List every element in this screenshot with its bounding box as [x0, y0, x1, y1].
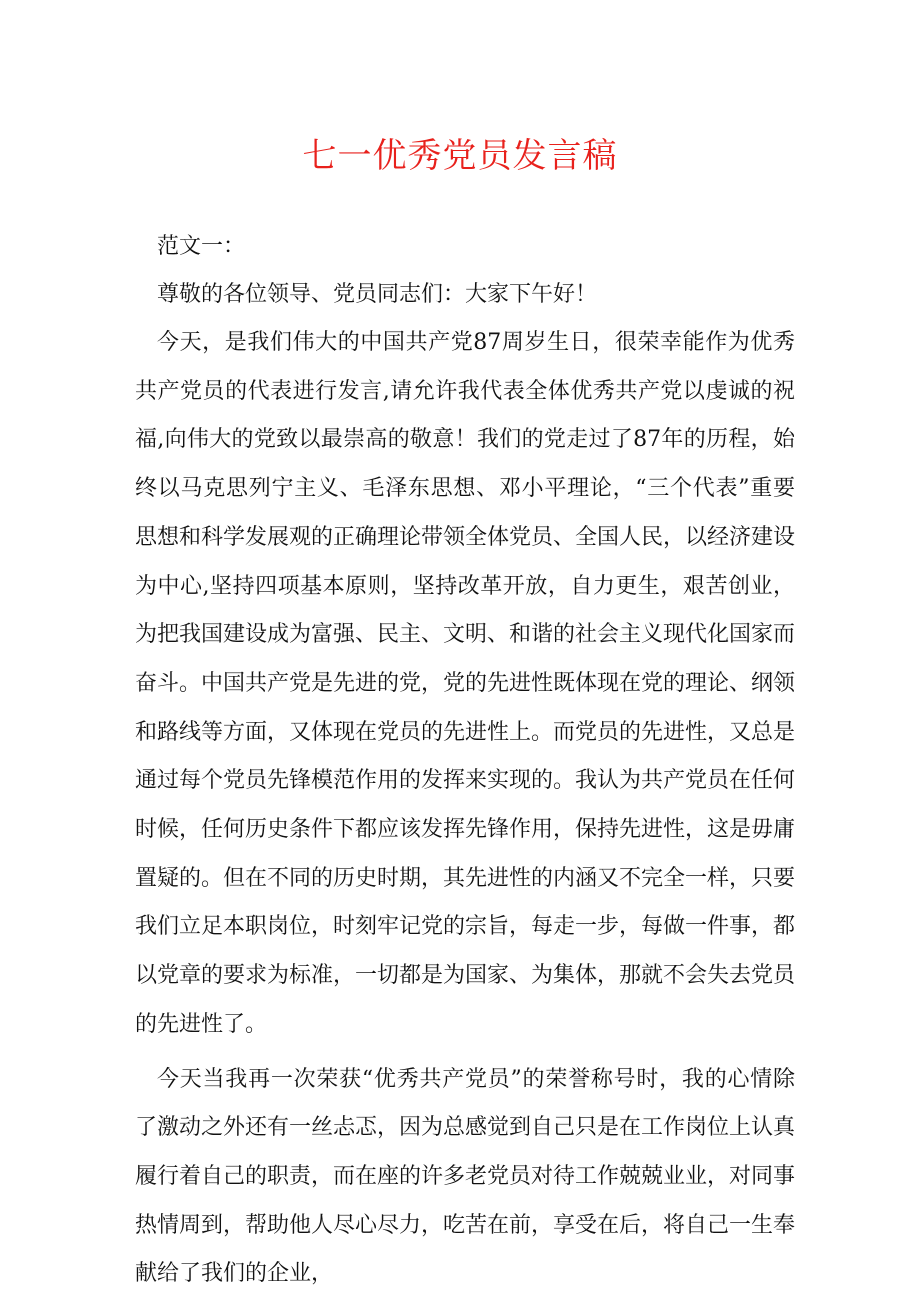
paragraph-body-1: 今天，是我们伟大的中国共产党87周岁生日，很荣幸能作为优秀共产党员的代表进行发言,请允许我代表全体优秀共产党以虔诚的祝福,向伟大的党致以最崇高的敬意！我们的党走过了87年的历程，始终以马克思列宁主义、毛泽东思想、邓小平理论，“三个代表”重要思想和科学发展观的正确理论带领全体党员、全国人民，以经济建设为中心,坚持四项基本原则，坚持改革开放，自力更生，艰苦创业，为把我国建设成为富强、民主、文明、和谐的社会主义现代化国家而奋斗。中国共产党是先进的党，党的先进性既体现在党的理论、纲领和路线等方面，又体现在党员的先进性上。而党员的先进性，又总是通过每个党员先锋模范作用的发挥来实现的。我认为共产党员在任何时候，任何历史条件下都应该发挥先锋作用，保持先进性，这是毋庸置疑的。但在不同的历史时期，其先进性的内涵又不完全一样，只要我们立足本职岗位，时刻牢记党的宗旨，每走一步，每做一件事，都以党章的要求为标准，一切都是为国家、为集体，那就不会失去党员的先进性了。: [135, 330, 796, 1037]
paragraph-body-2: 今天当我再一次荣获“优秀共产党员”的荣誉称号时，我的心情除了激动之外还有一丝忐忑，因为总感觉到自己只是在工作岗位上认真履行着自己的职责，而在座的许多老党员对待工作兢兢业业，对同事热情周到，帮助他人尽心尽力，吃苦在前，享受在后，将自己一生奉献给了我们的企业，: [135, 1066, 796, 1287]
paragraph-sample-heading: 范文一：: [157, 234, 246, 259]
document-body: [135, 223, 795, 1299]
document-title: 七一优秀党员发言稿: [302, 136, 618, 176]
paragraph-greeting: 尊敬的各位领导、党员同志们：大家下午好！: [157, 282, 598, 307]
